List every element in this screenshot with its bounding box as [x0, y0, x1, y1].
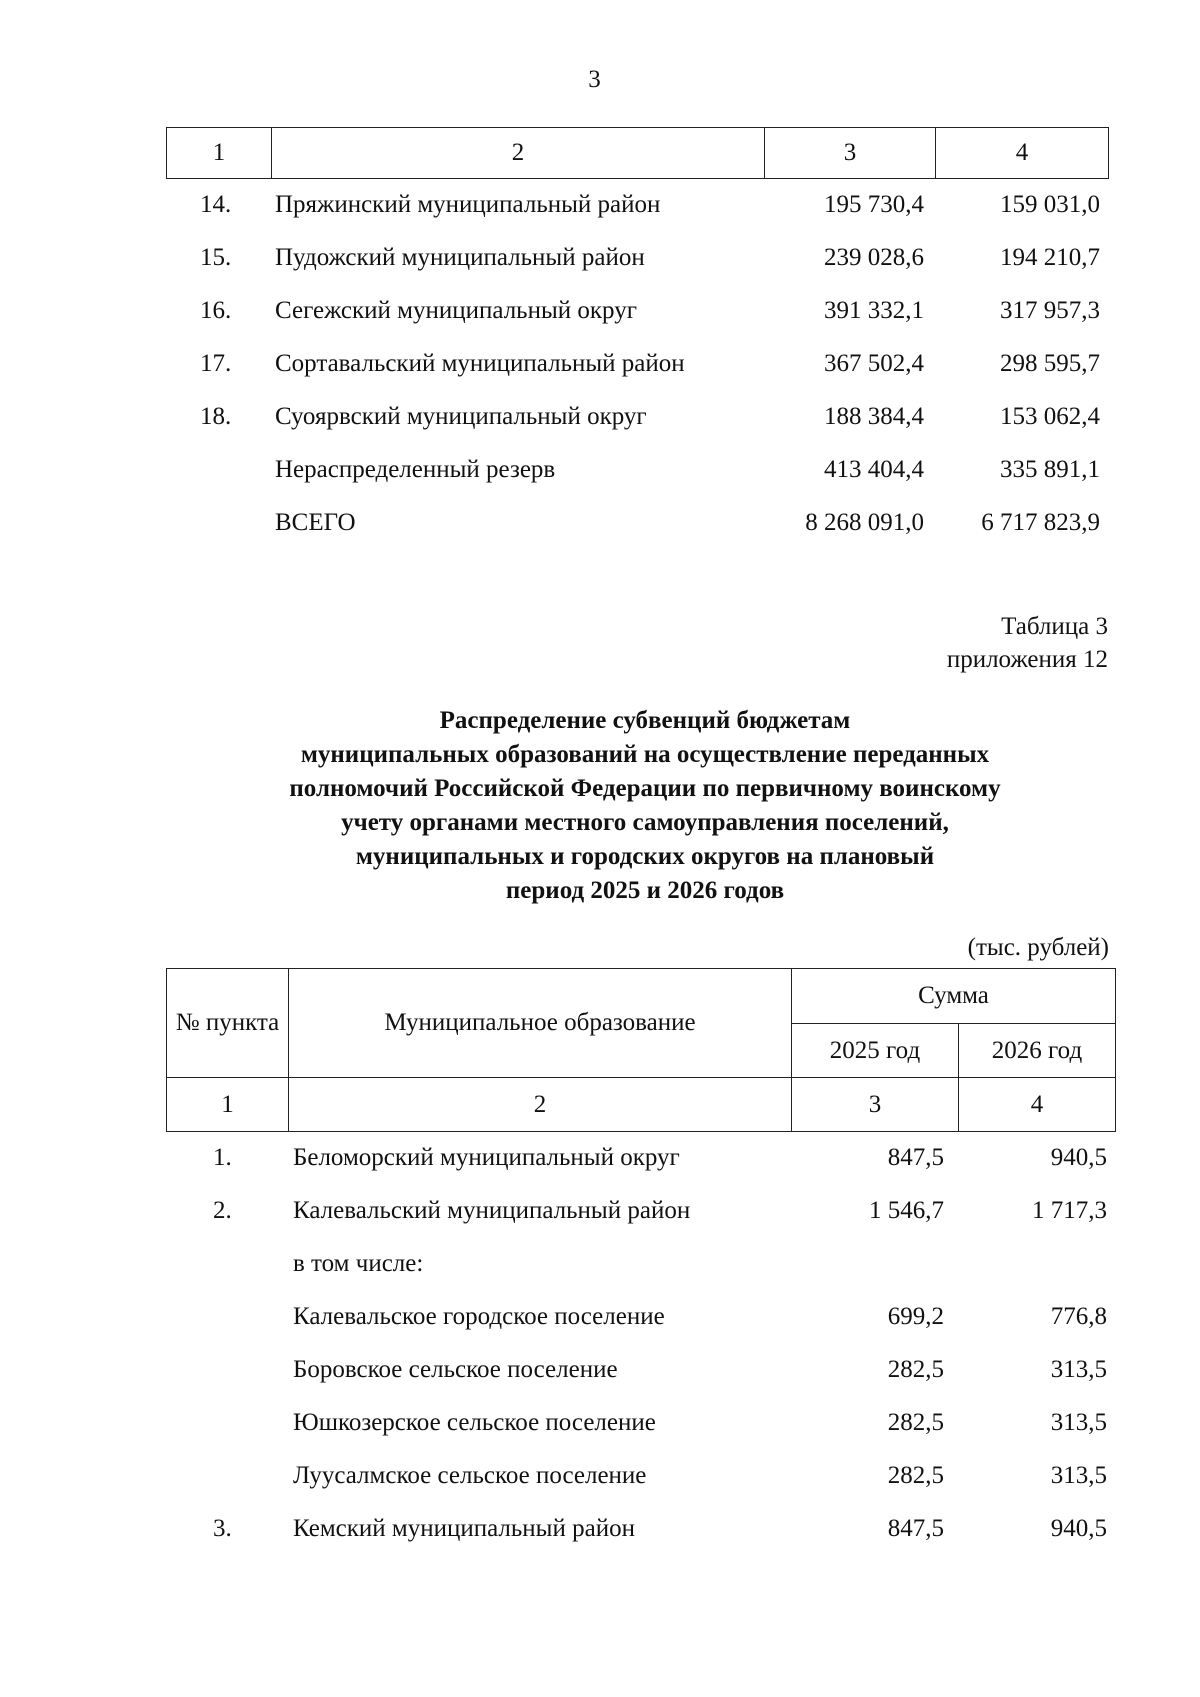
row-value-2025: 847,5 — [887, 1515, 944, 1542]
row-value-col4: 153 062,4 — [1000, 403, 1100, 430]
table-label-line2: приложения 12 — [946, 646, 1108, 673]
row-name: Калевальское городское поселение — [293, 1303, 665, 1330]
row-value-col4: 335 891,1 — [1000, 456, 1100, 483]
row-value-2025: 847,5 — [887, 1144, 944, 1171]
row-number: 3. — [213, 1515, 232, 1542]
row-name: Юшкозерское сельское поселение — [293, 1409, 656, 1436]
row-value-2026: 940,5 — [1050, 1144, 1107, 1171]
title-line: полномочий Российской Федерации по первичному воинскому — [289, 775, 1001, 802]
table1-header — [166, 127, 1109, 179]
table-row — [0, 1244, 1200, 1297]
row-number: 15. — [200, 244, 232, 271]
table-row — [0, 344, 1200, 397]
title-line: муниципальных и городских округов на плановый — [355, 843, 935, 870]
row-value-2026: 776,8 — [1050, 1303, 1107, 1330]
row-value-2026: 1 717,3 — [1032, 1197, 1107, 1224]
row-number: 16. — [200, 297, 232, 324]
row-name: Пудожский муниципальный район — [275, 244, 645, 271]
row-value-col4: 6 717 823,9 — [981, 509, 1100, 536]
row-name: Калевальский муниципальный район — [293, 1197, 691, 1224]
row-number: 14. — [200, 191, 232, 218]
table-row — [0, 1509, 1200, 1562]
row-value-col4: 298 595,7 — [1000, 350, 1100, 377]
row-value-col4: 317 957,3 — [1000, 297, 1100, 324]
row-name: Кемский муниципальный район — [293, 1515, 635, 1542]
title-line: Распределение субвенций бюджетам — [439, 707, 851, 734]
table1-header-col1: 1 — [212, 139, 226, 166]
table1-header-col2: 2 — [271, 128, 764, 178]
title-line: период 2025 и 2026 годов — [505, 877, 785, 904]
page-number: 3 — [588, 66, 601, 93]
header-colnum-3: 3 — [791, 1077, 958, 1131]
row-name: Пряжинский муниципальный район — [275, 191, 661, 218]
row-value-2025: 699,2 — [887, 1303, 944, 1330]
row-name: Боровское сельское поселение — [293, 1356, 618, 1383]
row-value-2026: 313,5 — [1050, 1356, 1107, 1383]
table-row — [0, 1350, 1200, 1403]
row-number: 2. — [213, 1197, 232, 1224]
row-name: ВСЕГО — [275, 509, 356, 536]
row-value-col4: 159 031,0 — [1000, 191, 1100, 218]
table1-header-col3: 3 — [764, 128, 935, 178]
row-value-2025: 282,5 — [887, 1356, 944, 1383]
table-row — [0, 1456, 1200, 1509]
row-name: в том числе: — [293, 1250, 424, 1277]
table-row — [0, 1403, 1200, 1456]
row-value-col3: 391 332,1 — [824, 297, 924, 324]
header-num-label: № пункта — [175, 1009, 280, 1036]
title-line: муниципальных образований на осуществление переданных — [300, 741, 990, 768]
table1-body — [0, 185, 1200, 556]
header-year1: 2025 год — [791, 1023, 958, 1077]
row-number: 17. — [200, 350, 232, 377]
table-row — [0, 1297, 1200, 1350]
table-row — [0, 1191, 1200, 1244]
table-row — [0, 185, 1200, 238]
table-row — [0, 397, 1200, 450]
table-label — [947, 610, 1108, 676]
row-value-col3: 367 502,4 — [824, 350, 924, 377]
row-value-2026: 313,5 — [1050, 1462, 1107, 1489]
table-row — [0, 238, 1200, 291]
table-row-total — [0, 503, 1200, 556]
table-label-line1: Таблица 3 — [1001, 613, 1108, 640]
table2-body — [0, 1138, 1200, 1562]
row-name: Сегежский муниципальный округ — [275, 297, 637, 324]
row-value-2026: 940,5 — [1050, 1515, 1107, 1542]
document-title — [0, 704, 1200, 908]
row-value-2026: 313,5 — [1050, 1409, 1107, 1436]
row-value-2025: 282,5 — [887, 1409, 944, 1436]
row-value-2025: 282,5 — [887, 1462, 944, 1489]
row-value-col3: 413 404,4 — [824, 456, 924, 483]
row-value-col3: 239 028,6 — [824, 244, 924, 271]
row-name: Луусалмское сельское поселение — [293, 1462, 647, 1489]
row-name: Сортавальский муниципальный район — [275, 350, 685, 377]
title-line: учету органами местного самоуправления поселений, — [341, 809, 949, 836]
table1-header-col4: 4 — [935, 128, 1108, 178]
row-value-col3: 195 730,4 — [824, 191, 924, 218]
row-number: 18. — [200, 403, 232, 430]
table-row — [0, 1138, 1200, 1191]
header-sum-label: Сумма — [791, 969, 1115, 1023]
row-value-col3: 188 384,4 — [824, 403, 924, 430]
table2-header — [166, 968, 1116, 1132]
row-value-2025: 1 546,7 — [869, 1197, 944, 1224]
row-name: Беломорский муниципальный округ — [293, 1144, 680, 1171]
header-year2: 2026 год — [958, 1023, 1115, 1077]
row-value-col3: 8 268 091,0 — [805, 509, 924, 536]
header-name-label: Муниципальное образование — [288, 969, 791, 1077]
row-number: 1. — [213, 1144, 232, 1171]
row-name: Суоярвский муниципальный округ — [275, 403, 647, 430]
table-row — [0, 291, 1200, 344]
header-colnum-2: 2 — [288, 1077, 791, 1131]
table-row — [0, 450, 1200, 503]
row-value-col4: 194 210,7 — [1000, 244, 1100, 271]
header-colnum-1: 1 — [167, 1077, 288, 1131]
units-label: (тыс. рублей) — [967, 934, 1109, 961]
row-name: Нераспределенный резерв — [275, 456, 556, 483]
header-colnum-4: 4 — [958, 1077, 1115, 1131]
